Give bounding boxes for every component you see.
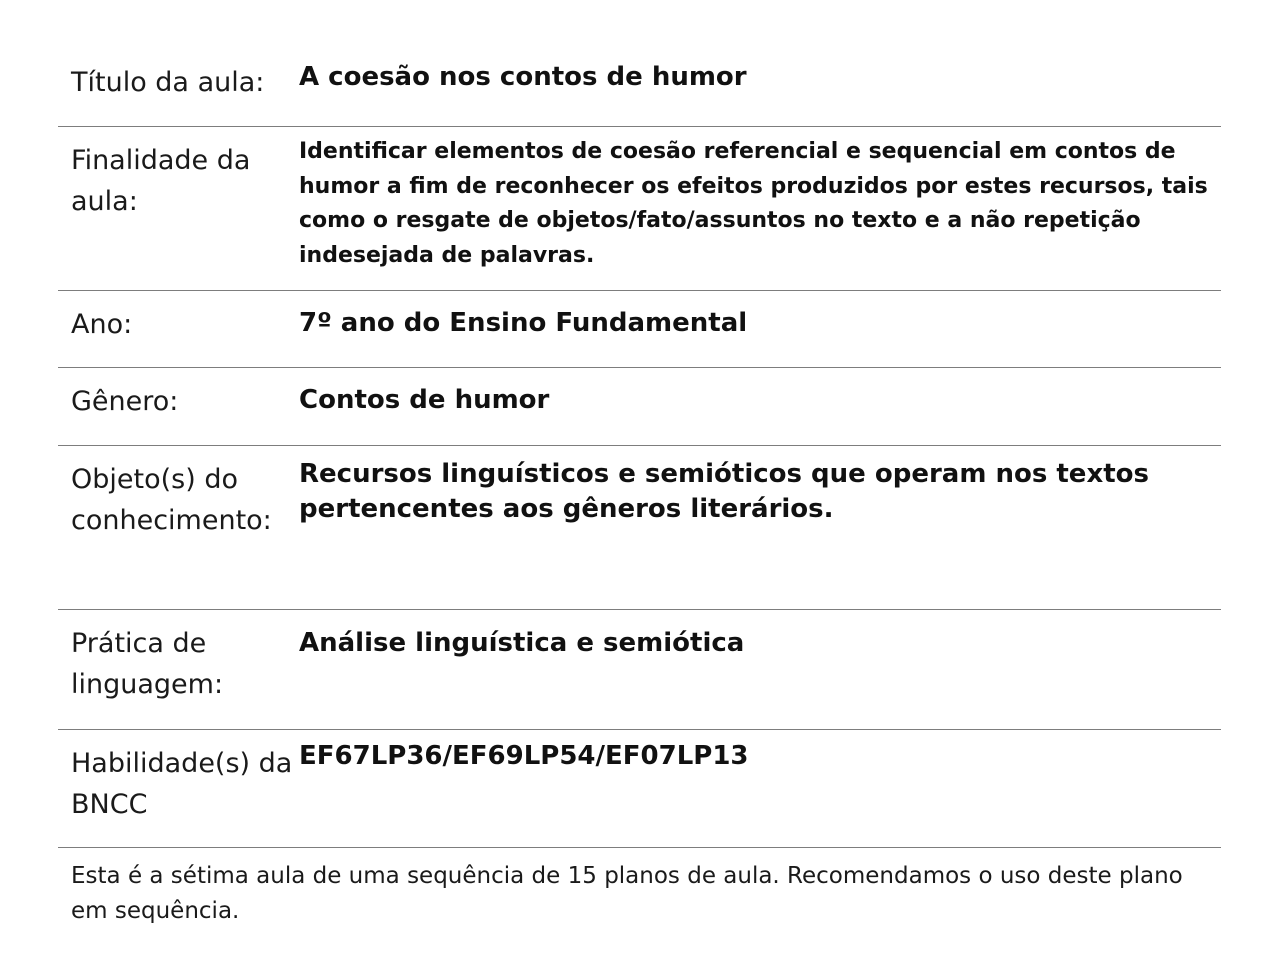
row-value-pratica: Análise linguística e semiótica [299,628,745,658]
sequence-note: Esta é a sétima aula de uma sequência de 15 planos de aula. Recomendamos o uso deste plano em sequência. [71,863,1183,924]
row-value-finalidade: Identificar elementos de coesão referencial e sequencial em contos de humor a fim de reconhecer os efeitos produzidos por estes recursos, tais como o resgate de objetos/fato/assuntos no texto e a não repetição indesejada de palavras. [299,139,1208,268]
row-label-finalidade: Finalidade da aula: [71,145,251,217]
row-titulo [58,48,1221,127]
row-finalidade [58,127,1221,291]
row-label-genero: Gênero: [71,386,179,417]
row-ano [58,291,1221,368]
row-label-pratica: Prática de linguagem: [71,628,224,700]
row-pratica [58,610,1221,730]
row-habilidade [58,730,1221,848]
lesson-plan-table [58,48,1221,929]
row-label-objeto: Objeto(s) do conhecimento: [71,464,272,536]
row-label-titulo: Título da aula: [71,67,265,98]
row-value-habilidade: EF67LP36/EF69LP54/EF07LP13 [299,741,749,771]
row-value-objeto: Recursos linguísticos e semióticos que operam nos textos pertencentes aos gêneros literários. [299,459,1149,524]
row-objeto [58,446,1221,610]
row-label-habilidade: Habilidade(s) da BNCC [71,748,293,820]
row-label-ano: Ano: [71,309,133,340]
row-value-ano: 7º ano do Ensino Fundamental [299,308,748,338]
row-value-titulo: A coesão nos contos de humor [299,62,747,92]
row-genero [58,368,1221,446]
row-value-genero: Contos de humor [299,385,550,415]
